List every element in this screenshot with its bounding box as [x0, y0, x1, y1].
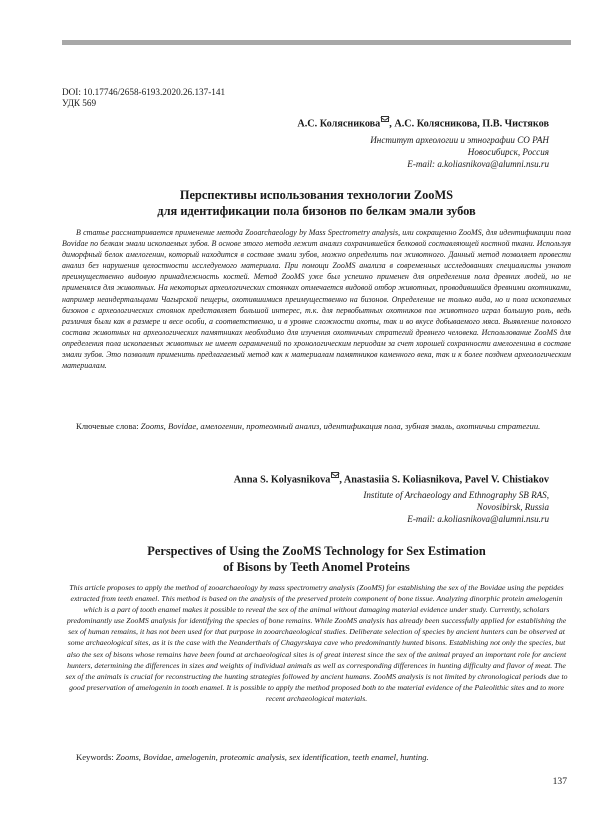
mail-icon[interactable] [381, 116, 389, 122]
ru-keywords [62, 421, 571, 432]
ru-email[interactable]: E-mail: a.koliasnikova@alumni.nsu.ru [407, 159, 549, 169]
en-title-line-1: Perspectives of Using the ZooMS Technology for Sex Estimation [147, 544, 486, 558]
en-affiliation: Institute of Archaeology and Ethnography SB RAS, [363, 490, 549, 500]
en-email[interactable]: E-mail: a.koliasnikova@alumni.nsu.ru [407, 514, 549, 524]
mail-icon[interactable] [331, 472, 339, 478]
ru-author-first: А.С. Колясникова [297, 118, 381, 130]
ru-city: Новосибирск, Россия [467, 147, 549, 157]
en-keywords-label: Keywords: [76, 752, 114, 762]
ru-title [62, 188, 571, 219]
ru-abstract-text: В статье рассматривается применение метода Zooarchaeology by Mass Spectrometry analysis, или сокращенно ZooMS, для идентификации пола Bovidae по белкам эмали ископаемых зубов. В основе этого метода лежит анализ сохранившейся белковой составляющей костной ткани. Используя диморфный белок амелогенин, который находится в составе эмали зубов, можно определить пол животного. Данный метод позволяет провести анализ без нарушения целостности исследуемого материала. При помощи ZooMS анализа в современных исследованиях специалисты узнают преимущественно видовую принадлежность костей. Метод ZooMS уже был успешно применен для определения пола древних людей, но не применялся для животных. На некоторых археологических стоянках отмечается видовой отбор животных, проводившийся древними охотниками, например неандертальцами Чагырской пещеры, охотившимися преимущественно на бизонов. Определение не только вида, но и пола ископаемых бизонов с археологических стоянок представляет большой интерес, т.к. для первобытных охотников пол животного играл большую роль, ведь различия были как в размере и весе особи, а соответственно, и в уровне сложности охоты, так и во вкусе добываемого мяса. Выявление полового состава животных на археологических памятниках необходимо для изучения охотничьих стратегий древнего человека. Использование ZooMS для определения пола ископаемых животных не имеет ограничений по хронологическим периодам за счет хорошей сохранности амелогенина в составе эмали зубов. Это позволит применить предлагаемый метод как к материалам памятников каменного века, так и к более позднем археологическим материалам. [62, 228, 571, 371]
ru-authors-rest: , А.С. Колясникова, П.В. Чистяков [389, 118, 549, 130]
ru-abstract [62, 227, 571, 371]
header-bar [62, 40, 571, 45]
doi[interactable]: DOI: 10.17746/2658-6193.2020.26.137-141 [62, 87, 226, 97]
en-keywords-list: Zooms, Bovidae, amelogenin, proteomic analysis, sex identification, teeth enamel, hunting. [115, 752, 429, 762]
en-abstract-text: This article proposes to apply the method of zooarchaeology by mass spectrometry analysis (ZooMS) for establishing the sex of the Bovidae using the peptides extracted from teeth enamel. This method is based on the analysis of the preserved protein component of bone tissue. Analyzing dinorphic protein amelogenin which is a part of tooth enamel makes it possible to reveal the sex of the animal without damaging material evidence under study. Currently, scholars predominantly use ZooMS analysis for identifying the species of bone remains. While ZooMS analysis has already been successfully applied for establishing the sex of human remains, it has not been used for that purpose in zooarchaeological studies. Deliberate selection of species by ancient hunters can be observed at some archaeological sites, as it is the case with the Neanderthals of Chagyrskaya cave who predominantly hunted bisons. Establishing not only the species, but also the sex of bisons whose remains have been found at archaeological sites is of great interest since the sex of the animal prayed an important role for ancient hunters, determining the differences in sizes and weights of individual animals as well as corresponding differences in hunting difficulty and flavor of meat. The sex of the animals is crucial for reconstructing the hunting strategies followed by ancient humans. ZooMS analysis is not limited by chronological periods due to good preservation of amelogenin in tooth enamel. It is possible to apply the method proposed both to the material evidence of the Paleolithic sites and to more recent archaeological materials. [65, 583, 568, 703]
ru-affiliation: Институт археологии и этнографии СО РАН [370, 135, 549, 145]
en-abstract [62, 582, 571, 704]
en-title-line-2: of Bisons by Teeth Anomel Proteins [223, 559, 410, 574]
en-title [62, 544, 571, 575]
ru-authors [297, 116, 549, 130]
en-author-first: Anna S. Kolyasnikova [233, 474, 331, 486]
en-authors-rest: , Anastasiia S. Koliasnikova, Pavel V. Chistiakov [339, 474, 549, 486]
ru-title-line-1: Перспективы использования технологии ZooMS [179, 188, 454, 202]
page-number: 137 [552, 776, 567, 787]
udk-code: УДК 569 [62, 98, 97, 108]
en-city: Novosibirsk, Russia [476, 502, 549, 512]
ru-title-line-2: для идентификации пола бизонов по белкам эмали зубов [157, 203, 476, 218]
en-authors [234, 472, 549, 486]
ru-keywords-list: Zoоms, Bovidae, амелогенин, протеомный анализ, идентификация пола, зубная эмаль, охотничьи стратегии. [140, 421, 541, 431]
en-keywords [62, 752, 571, 763]
ru-keywords-label: Ключевые слова: [76, 421, 139, 431]
